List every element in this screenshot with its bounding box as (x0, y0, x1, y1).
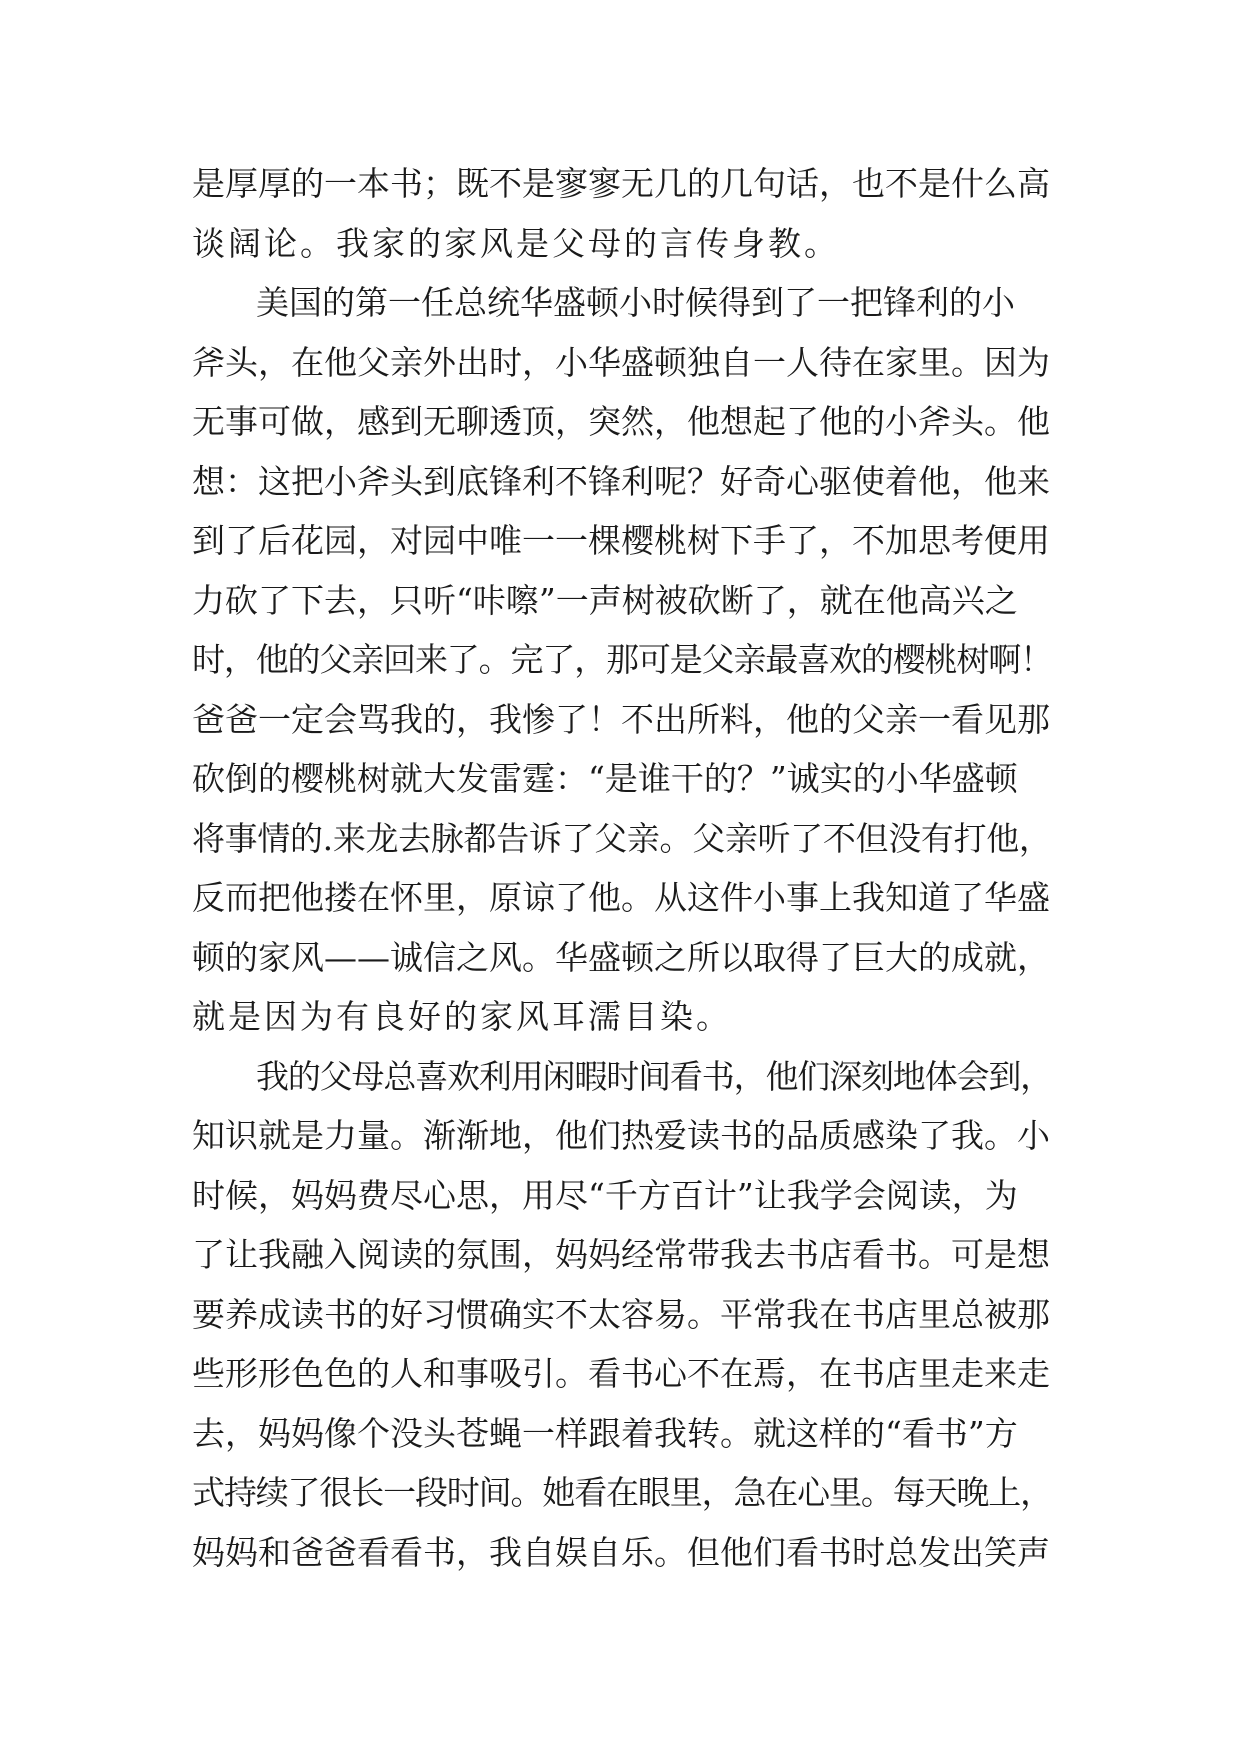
text-line: 想：这把小斧头到底锋利不锋利呢？好奇心驱使着他，他来 (192, 461, 1050, 501)
text-line: 去，妈妈像个没头苍蝇一样跟着我转。就这样的“看书”方 (192, 1413, 1018, 1453)
text-line: 了让我融入阅读的氛围，妈妈经常带我去书店看书。可是想 (192, 1235, 1050, 1274)
text-line: 妈妈和爸爸看看书，我自娱自乐。但他们看书时总发出笑声 (192, 1532, 1050, 1572)
text-line: 就是因为有良好的家风耳濡目染。 (192, 997, 732, 1036)
text-line: 谈阔论。我家的家风是父母的言传身教。 (192, 223, 840, 263)
text-line: 顿的家风——诚信之风。华盛顿之所以取得了巨大的成就， (192, 937, 1050, 977)
text-line: 无事可做，感到无聊透顶，突然，他想起了他的小斧头。他 (192, 402, 1050, 441)
text-line: 是厚厚的一本书；既不是寥寥无几的几句话，也不是什么高 (192, 164, 1050, 203)
text-line: 些形形色色的人和事吸引。看书心不在焉，在书店里走来走 (192, 1354, 1050, 1393)
text-line: 爸爸一定会骂我的，我惨了！不出所料，他的父亲一看见那 (192, 699, 1050, 739)
text-line: 斧头，在他父亲外出时，小华盛顿独自一人待在家里。因为 (192, 342, 1050, 382)
text-line: 反而把他搂在怀里，原谅了他。从这件小事上我知道了华盛 (192, 878, 1050, 917)
text-line: 要养成读书的好习惯确实不太容易。平常我在书店里总被那 (192, 1294, 1050, 1334)
text-line: 式持续了很长一段时间。她看在眼里，急在心里。每天晚上， (192, 1473, 1052, 1512)
text-line: 我的父母总喜欢利用闲暇时间看书，他们深刻地体会到， (256, 1056, 1053, 1096)
text-line: 知识就是力量。渐渐地，他们热爱读书的品质感染了我。小 (192, 1116, 1050, 1155)
text-line: 力砍了下去，只听“咔嚓”一声树被砍断了，就在他高兴之 (192, 580, 1018, 620)
text-line: 到了后花园，对园中唯一一棵樱桃树下手了，不加思考便用 (192, 521, 1050, 560)
text-line: 将事情的.来龙去脉都告诉了父亲。父亲听了不但没有打他， (192, 818, 1052, 858)
body-text (192, 154, 1052, 1582)
text-line: 美国的第一任总统华盛顿小时候得到了一把锋利的小 (256, 283, 1015, 322)
text-line: 时，他的父亲回来了。完了，那可是父亲最喜欢的樱桃树啊！ (192, 640, 1052, 679)
text-line: 砍倒的樱桃树就大发雷霆：“是谁干的？”诚实的小华盛顿 (192, 759, 1018, 798)
text-line: 时候，妈妈费尽心思，用尽“千方百计”让我学会阅读，为 (192, 1175, 1018, 1215)
